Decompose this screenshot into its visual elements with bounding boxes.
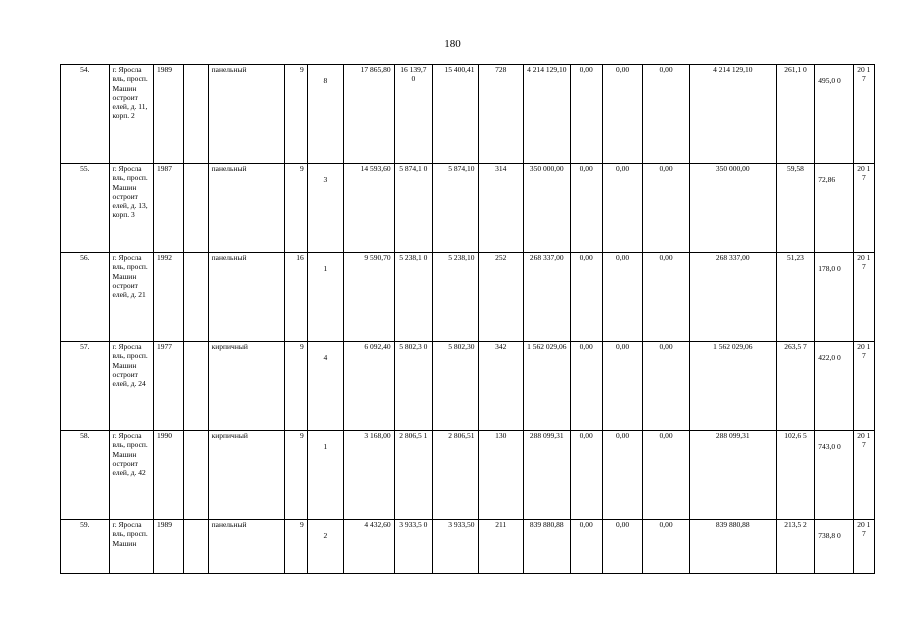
cell-cost-per-m2: 51,23: [776, 253, 814, 342]
cell-area-a: 3 933,5 0: [394, 520, 432, 574]
cell-entrances: 2: [307, 520, 343, 574]
cell-cost-limit: 738,8 0: [815, 520, 853, 574]
cell-fund-2: 0,00: [602, 342, 642, 431]
cell-residents: 314: [478, 164, 524, 253]
cell-cost-total: 350 000,00: [524, 164, 571, 253]
cell-residents: 211: [478, 520, 524, 574]
cell-row-number: 55.: [61, 164, 110, 253]
cell-total-area: 3 168,00: [344, 431, 395, 520]
cell-fund-1: 0,00: [570, 164, 602, 253]
cell-area-b: 5 802,30: [433, 342, 479, 431]
cell-wall-material: панельный: [208, 253, 285, 342]
cell-empty-cell: [184, 520, 208, 574]
cell-wall-material: панельный: [208, 65, 285, 164]
cell-area-a: 2 806,5 1: [394, 431, 432, 520]
cell-fund-2: 0,00: [602, 431, 642, 520]
cell-address: г. Яросла вль, просп. Машин остроит елей, д. 42: [109, 431, 153, 520]
cell-build-year: 1977: [154, 342, 184, 431]
cell-fund-3: 0,00: [643, 520, 690, 574]
cell-fund-4: 288 099,31: [689, 431, 776, 520]
cell-row-number: 59.: [61, 520, 110, 574]
cell-area-a: 16 139,7 0: [394, 65, 432, 164]
cell-residents: 252: [478, 253, 524, 342]
cell-area-b: 15 400,41: [433, 65, 479, 164]
page-number: 180: [444, 38, 461, 50]
cell-wall-material: панельный: [208, 520, 285, 574]
cell-entrances: 1: [307, 431, 343, 520]
cell-total-area: 14 593,60: [344, 164, 395, 253]
cell-row-number: 58.: [61, 431, 110, 520]
housing-repair-table: [60, 64, 875, 574]
cell-total-area: 17 865,80: [344, 65, 395, 164]
cell-floors: 9: [285, 342, 307, 431]
cell-residents: 342: [478, 342, 524, 431]
cell-area-a: 5 802,3 0: [394, 342, 432, 431]
cell-build-year: 1992: [154, 253, 184, 342]
cell-address: г. Яросла вль, просп. Машин остроит елей, д. 21: [109, 253, 153, 342]
cell-fund-3: 0,00: [643, 253, 690, 342]
cell-plan-year: 20 17: [853, 431, 874, 520]
cell-fund-3: 0,00: [643, 342, 690, 431]
cell-plan-year: 20 17: [853, 253, 874, 342]
cell-empty-cell: [184, 65, 208, 164]
cell-cost-limit: 422,0 0: [815, 342, 853, 431]
cell-wall-material: кирпичный: [208, 431, 285, 520]
cell-fund-2: 0,00: [602, 164, 642, 253]
cell-empty-cell: [184, 342, 208, 431]
table-row: [61, 65, 875, 164]
cell-build-year: 1987: [154, 164, 184, 253]
cell-fund-2: 0,00: [602, 253, 642, 342]
cell-cost-total: 4 214 129,10: [524, 65, 571, 164]
table-row: [61, 520, 875, 574]
cell-cost-per-m2: 59,58: [776, 164, 814, 253]
table-row: [61, 342, 875, 431]
cell-area-b: 5 874,10: [433, 164, 479, 253]
cell-build-year: 1990: [154, 431, 184, 520]
cell-address: г. Яросла вль, просп. Машин остроит елей, д. 24: [109, 342, 153, 431]
cell-fund-1: 0,00: [570, 253, 602, 342]
cell-fund-2: 0,00: [602, 520, 642, 574]
cell-empty-cell: [184, 164, 208, 253]
cell-wall-material: кирпичный: [208, 342, 285, 431]
cell-entrances: 8: [307, 65, 343, 164]
cell-fund-3: 0,00: [643, 431, 690, 520]
cell-residents: 130: [478, 431, 524, 520]
cell-fund-4: 4 214 129,10: [689, 65, 776, 164]
cell-floors: 9: [285, 431, 307, 520]
cell-residents: 728: [478, 65, 524, 164]
cell-cost-total: 288 099,31: [524, 431, 571, 520]
cell-cost-total: 1 562 029,06: [524, 342, 571, 431]
cell-build-year: 1989: [154, 65, 184, 164]
cell-area-b: 3 933,50: [433, 520, 479, 574]
cell-fund-1: 0,00: [570, 520, 602, 574]
cell-area-a: 5 874,1 0: [394, 164, 432, 253]
cell-area-b: 2 806,51: [433, 431, 479, 520]
cell-entrances: 4: [307, 342, 343, 431]
cell-floors: 9: [285, 164, 307, 253]
cell-fund-4: 268 337,00: [689, 253, 776, 342]
table-row: [61, 431, 875, 520]
table-row: [61, 253, 875, 342]
cell-area-b: 5 238,10: [433, 253, 479, 342]
cell-total-area: 9 590,70: [344, 253, 395, 342]
cell-address: г. Яросла вль, просп. Машин остроит елей, д. 11, корп. 2: [109, 65, 153, 164]
cell-cost-limit: 178,0 0: [815, 253, 853, 342]
cell-cost-limit: 72,86: [815, 164, 853, 253]
cell-fund-1: 0,00: [570, 342, 602, 431]
cell-cost-limit: 743,0 0: [815, 431, 853, 520]
cell-cost-per-m2: 102,6 5: [776, 431, 814, 520]
cell-cost-per-m2: 213,5 2: [776, 520, 814, 574]
cell-plan-year: 20 17: [853, 65, 874, 164]
cell-fund-4: 839 880,88: [689, 520, 776, 574]
cell-cost-limit: 495,0 0: [815, 65, 853, 164]
table-row: [61, 164, 875, 253]
cell-area-a: 5 238,1 0: [394, 253, 432, 342]
cell-cost-total: 268 337,00: [524, 253, 571, 342]
cell-entrances: 1: [307, 253, 343, 342]
cell-row-number: 56.: [61, 253, 110, 342]
cell-plan-year: 20 17: [853, 520, 874, 574]
cell-wall-material: панельный: [208, 164, 285, 253]
cell-address: г. Яросла вль, просп. Машин остроит елей, д. 13, корп. 3: [109, 164, 153, 253]
cell-total-area: 4 432,60: [344, 520, 395, 574]
cell-fund-3: 0,00: [643, 164, 690, 253]
cell-cost-per-m2: 263,5 7: [776, 342, 814, 431]
cell-cost-per-m2: 261,1 0: [776, 65, 814, 164]
cell-floors: 9: [285, 520, 307, 574]
cell-fund-1: 0,00: [570, 431, 602, 520]
cell-cost-total: 839 880,88: [524, 520, 571, 574]
cell-floors: 9: [285, 65, 307, 164]
cell-build-year: 1989: [154, 520, 184, 574]
cell-fund-1: 0,00: [570, 65, 602, 164]
cell-empty-cell: [184, 431, 208, 520]
cell-plan-year: 20 17: [853, 342, 874, 431]
cell-fund-4: 1 562 029,06: [689, 342, 776, 431]
cell-address: г. Яросла вль, просп. Машин: [109, 520, 153, 574]
cell-fund-3: 0,00: [643, 65, 690, 164]
cell-row-number: 57.: [61, 342, 110, 431]
cell-entrances: 3: [307, 164, 343, 253]
cell-total-area: 6 092,40: [344, 342, 395, 431]
cell-plan-year: 20 17: [853, 164, 874, 253]
cell-floors: 16: [285, 253, 307, 342]
cell-empty-cell: [184, 253, 208, 342]
cell-fund-2: 0,00: [602, 65, 642, 164]
cell-row-number: 54.: [61, 65, 110, 164]
cell-fund-4: 350 000,00: [689, 164, 776, 253]
